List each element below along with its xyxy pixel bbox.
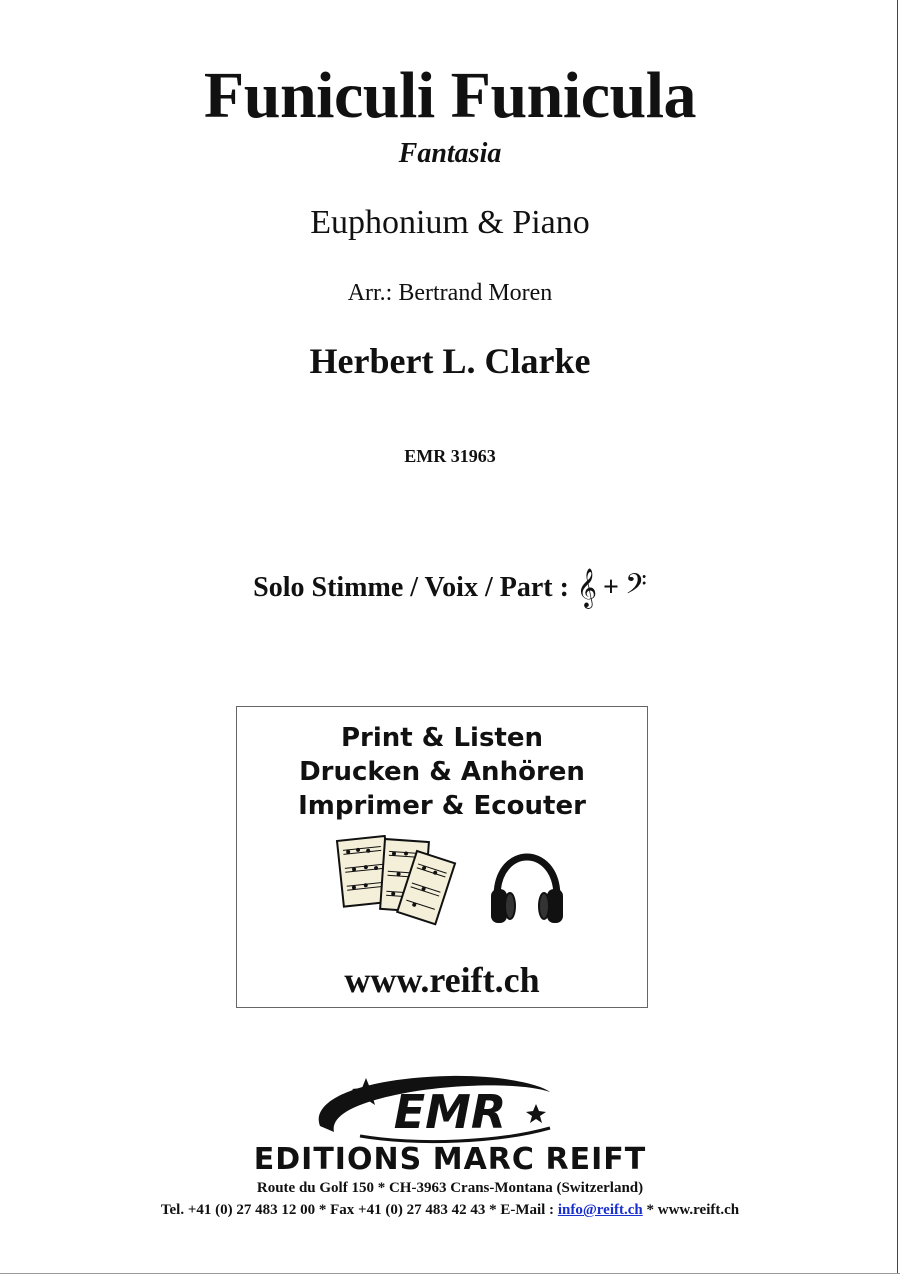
score-subtitle: Fantasia (398, 138, 502, 169)
contact-website: * www.reift.ch (646, 1202, 740, 1218)
contact-phone-fax: Tel. +41 (0) 27 483 12 00 * Fax +41 (0) 27 483 42 43 * E-Mail : (160, 1202, 555, 1218)
instrumentation: Euphonium & Piano (310, 204, 590, 241)
score-title: Funiculi Funicula (203, 59, 697, 132)
arranger: Arr.: Bertrand Moren (347, 280, 553, 306)
composer: Herbert L. Clarke (309, 341, 591, 381)
promo-url[interactable]: www.reift.ch (344, 960, 540, 1000)
part-label: Solo Stimme / Voix / Part : (253, 572, 569, 603)
publisher-contact (0, 1202, 900, 1219)
headphones-icon (491, 857, 563, 923)
promo-line-french: Imprimer & Ecouter (298, 791, 586, 821)
clefs (577, 568, 647, 608)
publisher-name (0, 1142, 900, 1177)
promo-icons (237, 835, 647, 935)
publisher-name-marc: MARC (432, 1142, 535, 1177)
promo-line-english: Print & Listen (340, 723, 544, 753)
emr-logo (300, 1070, 580, 1148)
catalog-number: EMR 31963 (404, 446, 496, 466)
treble-clef-icon: 𝄞 (576, 568, 598, 608)
sheet-music-icon (337, 836, 455, 924)
email-link[interactable]: info@reift.ch (557, 1202, 643, 1218)
bass-clef-icon: 𝄢 (624, 568, 647, 608)
part-line (0, 568, 900, 608)
page-edge-right (897, 0, 898, 1274)
promo-line-german: Drucken & Anhören (299, 757, 585, 787)
publisher-address: Route du Golf 150 * CH-3963 Crans-Montana (Switzerland) (256, 1180, 644, 1196)
print-listen-box (236, 706, 648, 1008)
clef-plus: + (603, 572, 619, 603)
publisher-name-reift: REIFT (545, 1142, 647, 1177)
emr-logo-text: EMR (393, 1085, 507, 1139)
publisher-name-editions: EDITIONS (253, 1142, 423, 1177)
